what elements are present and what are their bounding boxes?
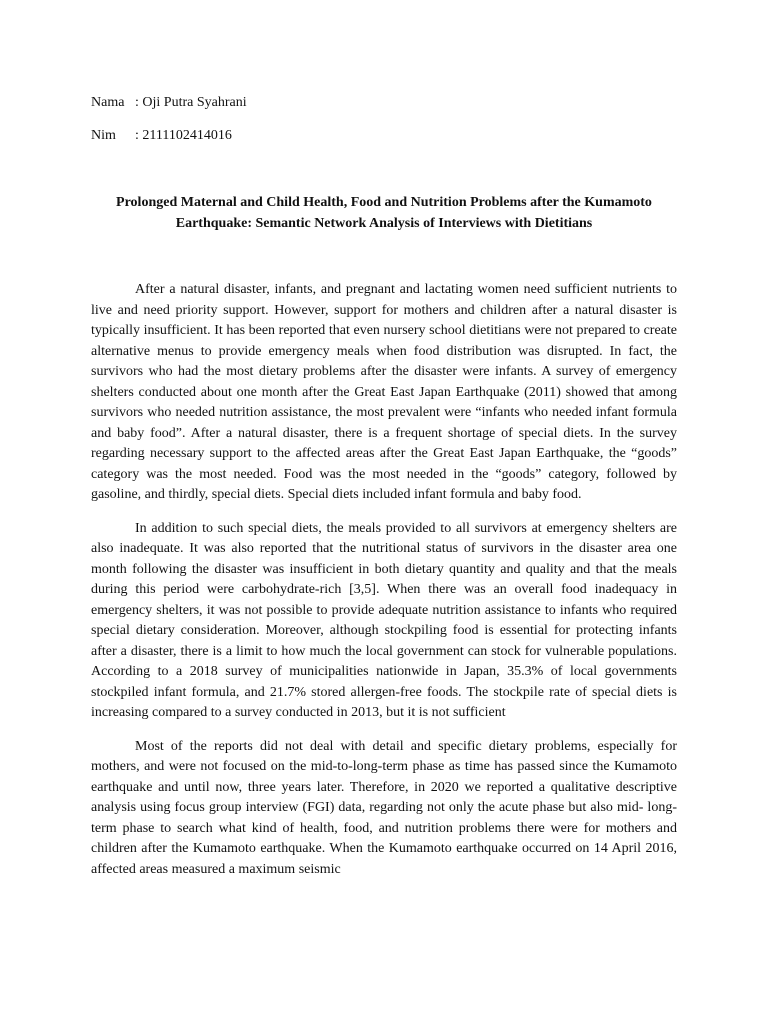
paragraph-3: Most of the reports did not deal with detail and specific dietary problems, especially for mothers, and were not focused on the mid-to-long-term phase as time has passed since the Kumamoto earthquake and until now, three years later. Therefore, in 2020 we reported a qualitative descriptive analysis using focus group interview (FGI) data, regarding not only the acute phase but also mid- long-term phase to search what kind of health, food, and nutrition problems there were for mothers and children after the Kumamoto earthquake. When the Kumamoto earthquake occurred on 14 April 2016, affected areas measured a maximum seismic xyxy=(91,738,677,877)
student-name-row xyxy=(91,94,247,112)
nim-value: : 2111102414016 xyxy=(135,128,232,143)
name-label: Nama xyxy=(91,95,125,110)
paragraph-2: In addition to such special diets, the meals provided to all survivors at emergency shelters are also inadequate. It was also reported that the nutritional status of survivors in the disaster area one month following the disaster was insufficient in both dietary quantity and quality and that the meals during this period were carbohydrate-rich [3,5]. When there was an overall food inadequacy in emergency shelters, it was not possible to provide adequate nutrition assistance to infants who required special dietary consideration. Moreover, although stockpiling food is essential for protecting infants after a disaster, there is a limit to how much the local government can stock for vulnerable populations. According to a 2018 survey of municipalities nationwide in Japan, 35.3% of local governments stockpiled infant formula, and 21.7% stored allergen-free foods. The stockpile rate of special diets is increasing compared to a survey conducted in 2013, but it is not sufficient xyxy=(91,520,677,720)
paragraph-1: After a natural disaster, infants, and pregnant and lactating women need sufficient nutrients to live and need priority support. However, support for mothers and children after a natural disaster is typically insufficient. It has been reported that even nursery school dietitians were not prepared to create alternative menus to provide emergency meals when food distribution was disrupted. In fact, the survivors who had the most dietary problems after the disaster were infants. A survey of emergency shelters conducted about one month after the Great East Japan Earthquake (2011) showed that among survivors who needed nutrition assistance, the most prevalent were “infants who needed infant formula and baby food”. After a natural disaster, there is a frequent shortage of special diets. In the survey regarding necessary support to the affected areas after the Great East Japan Earthquake, the “goods” category was the most needed. Food was the most needed in the “goods” category, followed by gasoline, and thirdly, special diets. Special diets included infant formula and baby food. xyxy=(91,282,677,502)
document-title: Prolonged Maternal and Child Health, Food and Nutrition Problems after the Kumamoto Earthquake: Semantic Network Analysis of Interviews with Dietitians xyxy=(116,195,652,231)
student-nim-row xyxy=(91,127,232,145)
nim-label: Nim xyxy=(91,128,116,143)
document-body xyxy=(91,280,677,893)
name-value: : Oji Putra Syahrani xyxy=(135,95,247,110)
